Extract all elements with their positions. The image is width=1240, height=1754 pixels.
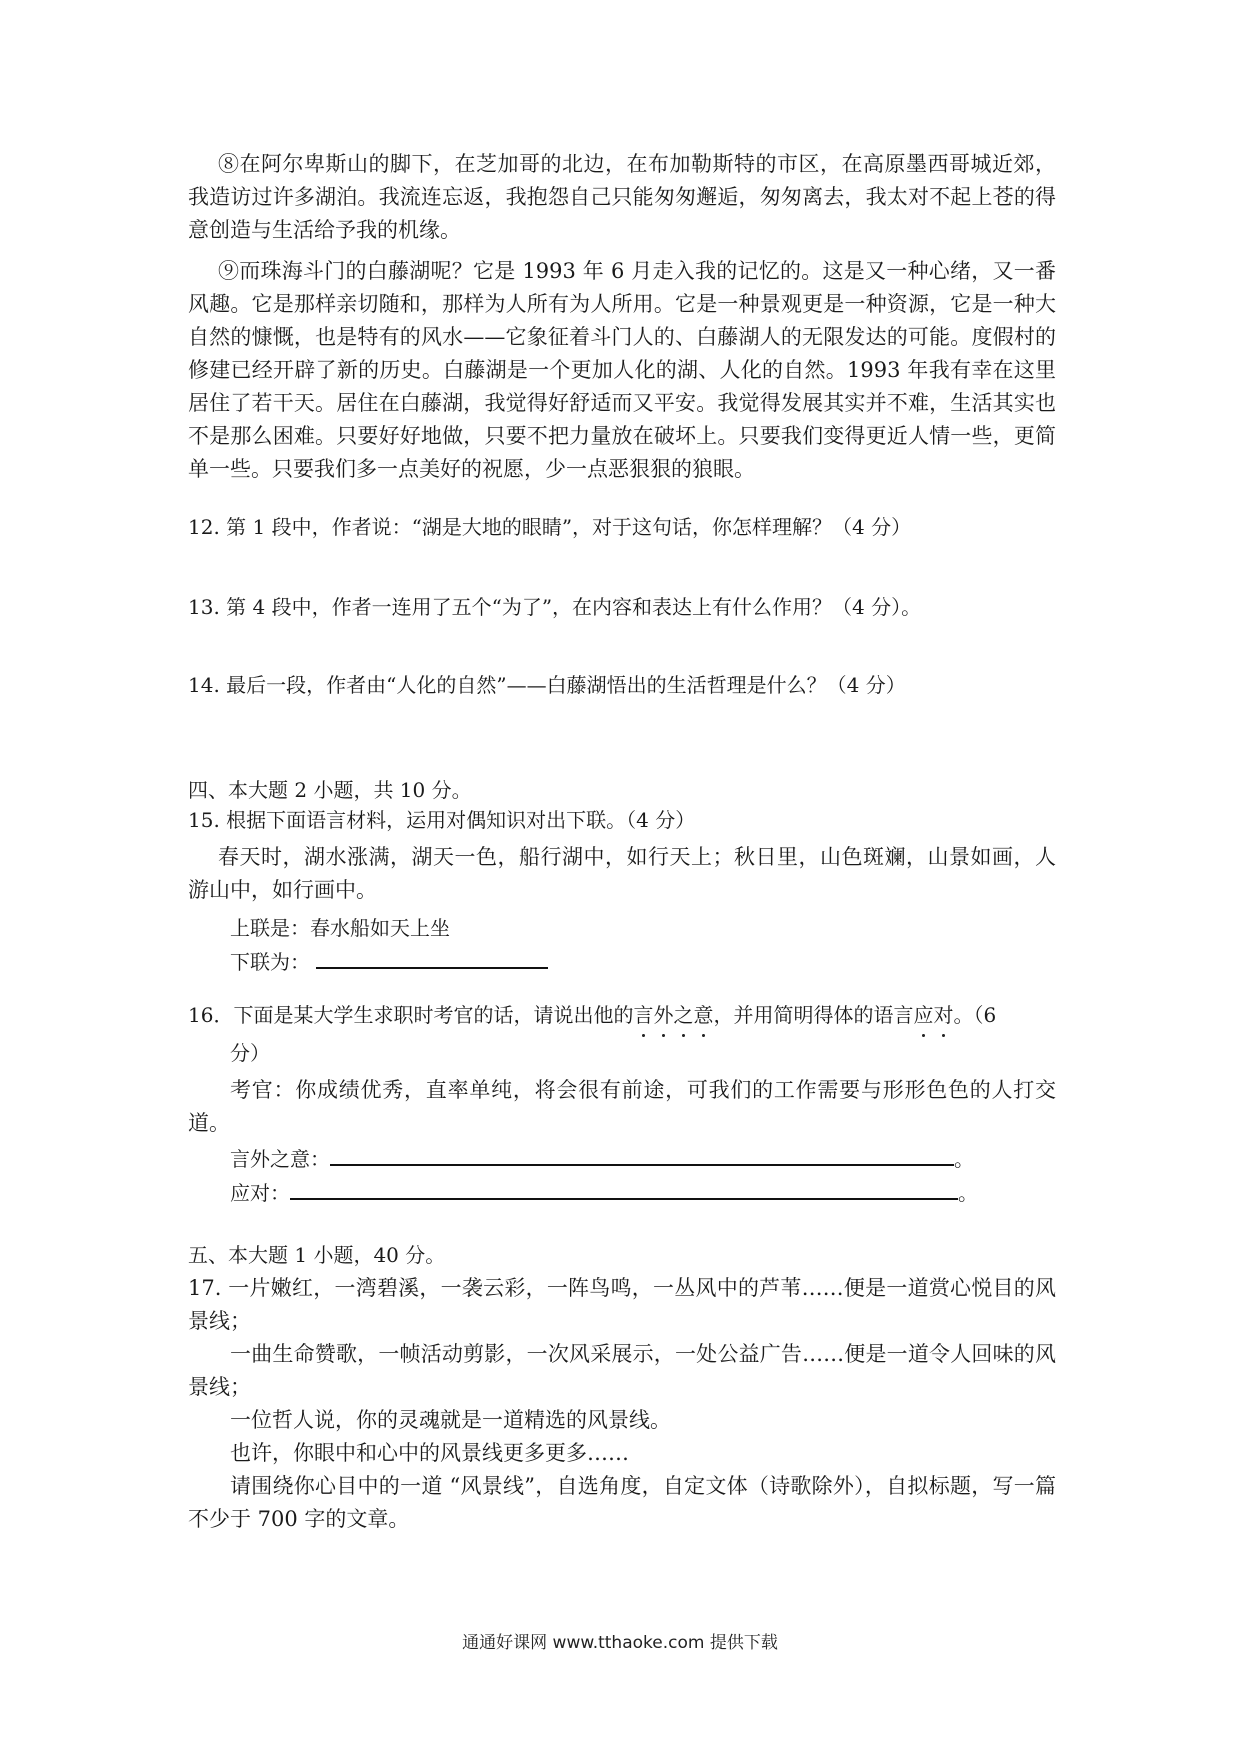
question-17-line-5: 请围绕你心目中的一道 “风景线”，自选角度，自定文体（诗歌除外），自拟标题，写一篇不少于 700 字的文章。 bbox=[188, 1474, 1056, 1531]
question-17-line-3: 一位哲人说，你的灵魂就是一道精选的风景线。 bbox=[230, 1408, 671, 1432]
question-16-prompt-end: 。（6 bbox=[953, 1003, 997, 1027]
page-footer: 通通好课网 www.tthaoke.com 提供下载 bbox=[462, 1633, 778, 1653]
dotted-char: 应 bbox=[913, 1000, 933, 1030]
dotted-char: 对 bbox=[933, 1000, 953, 1030]
question-16-reply-line bbox=[188, 1176, 1056, 1210]
question-16-prompt-mid: ，并用简明得体的语言 bbox=[713, 1003, 914, 1027]
dotted-char: 意 bbox=[693, 1000, 713, 1030]
question-17-line-4: 也许，你眼中和心中的风景线更多更多…… bbox=[230, 1441, 629, 1465]
reply-answer-blank[interactable] bbox=[290, 1180, 958, 1200]
question-15-material: 春天时，湖水涨满，湖天一色，船行湖中，如行天上；秋日里，山色斑斓，山景如画，人游山中，如行画中。 bbox=[188, 845, 1056, 902]
dotted-char: 外 bbox=[653, 1000, 673, 1030]
question-12-text: 12. 第 1 段中，作者说：“湖是大地的眼睛”，对于这句话，你怎样理解？（4 分） bbox=[188, 515, 912, 539]
question-16 bbox=[188, 1000, 1056, 1210]
question-16-prompt-start: 16．下面是某大学生求职时考官的话，请说出他的 bbox=[188, 1003, 634, 1027]
passage-paragraph-8: ⑧在阿尔卑斯山的脚下，在芝加哥的北边，在布加勒斯特的市区，在高原墨西哥城近郊，我造访过许多湖泊。我流连忘返，我抱怨自己只能匆匆邂逅，匆匆离去，我太对不起上苍的得意创造与生活给予我的机缘。 bbox=[188, 152, 1056, 242]
section-4-heading: 四、本大题 2 小题，共 10 分。 bbox=[188, 778, 472, 802]
question-15-prompt: 15. 根据下面语言材料，运用对偶知识对出下联。（4 分） bbox=[188, 808, 696, 832]
meaning-label: 言外之意： bbox=[230, 1147, 330, 1171]
section-5-heading: 五、本大题 1 小题，40 分。 bbox=[188, 1243, 446, 1267]
dotted-char: 之 bbox=[673, 1000, 693, 1030]
question-13 bbox=[188, 592, 1056, 622]
question-15-upper-couplet: 上联是：春水船如天上坐 bbox=[230, 916, 450, 940]
passage-paragraph-9: ⑨而珠海斗门的白藤湖呢？它是 1993 年 6 月走入我的记忆的。这是又一种心绪，又一番风趣。它是那样亲切随和，那样为人所有为人所用。它是一种景观更是一种资源，它是一种大自然的慷慨，也是特有的风水——它象征着斗门人的、白藤湖人的无限发达的可能。度假村的修建已经开辟了新的历史。白藤湖是一个更加人化的湖、人化的自然。1993 年我有幸在这里居住了若干天。居住在白藤湖，我觉得好舒适而又平安。我觉得发展其实并不难，生活其实也不是那么困难。只要好好地做，只要不把力量放在破坏上。只要我们变得更近人情一些，更简单一些。只要我们多一点美好的祝愿，少一点恶狠狠的狼眼。 bbox=[188, 259, 1056, 481]
question-14-text: 14. 最后一段，作者由“人化的自然”——白藤湖悟出的生活哲理是什么？（4 分） bbox=[188, 673, 906, 697]
passage-block bbox=[188, 148, 1056, 486]
dotted-char: 言 bbox=[633, 1000, 653, 1030]
reply-label: 应对： bbox=[230, 1181, 290, 1205]
question-16-meaning-line bbox=[188, 1142, 1056, 1176]
lower-couplet-answer-blank[interactable] bbox=[316, 949, 548, 969]
question-12 bbox=[188, 512, 1056, 542]
emphasis-dotted-reply bbox=[913, 1003, 953, 1027]
question-16-examiner-quote: 考官：你成绩优秀，直率单纯，将会很有前途，可我们的工作需要与形形色色的人打交道。 bbox=[188, 1078, 1056, 1135]
reply-period: 。 bbox=[958, 1181, 978, 1205]
section-4 bbox=[188, 775, 1056, 979]
question-17-line-2: 一曲生命赞歌，一帧活动剪影，一次风采展示，一处公益广告……便是一道令人回味的风景线； bbox=[188, 1342, 1056, 1399]
question-17-line-1: 17. 一片嫩红，一湾碧溪，一袭云彩，一阵鸟鸣，一丛风中的芦苇……便是一道赏心悦目的风景线； bbox=[188, 1276, 1056, 1333]
question-16-prompt bbox=[188, 1000, 1056, 1030]
question-16-prompt-continued: 分） bbox=[230, 1041, 270, 1065]
lower-couplet-label: 下联为： bbox=[230, 950, 310, 974]
question-15-lower-couplet bbox=[188, 945, 1056, 979]
section-5 bbox=[188, 1240, 1056, 1536]
question-13-text: 13. 第 4 段中，作者一连用了五个“为了”，在内容和表达上有什么作用？（4 分）。 bbox=[188, 595, 922, 619]
emphasis-dotted-meaning bbox=[633, 1003, 713, 1027]
meaning-answer-blank[interactable] bbox=[330, 1146, 954, 1166]
question-14 bbox=[188, 670, 1056, 700]
meaning-period: 。 bbox=[954, 1147, 974, 1171]
